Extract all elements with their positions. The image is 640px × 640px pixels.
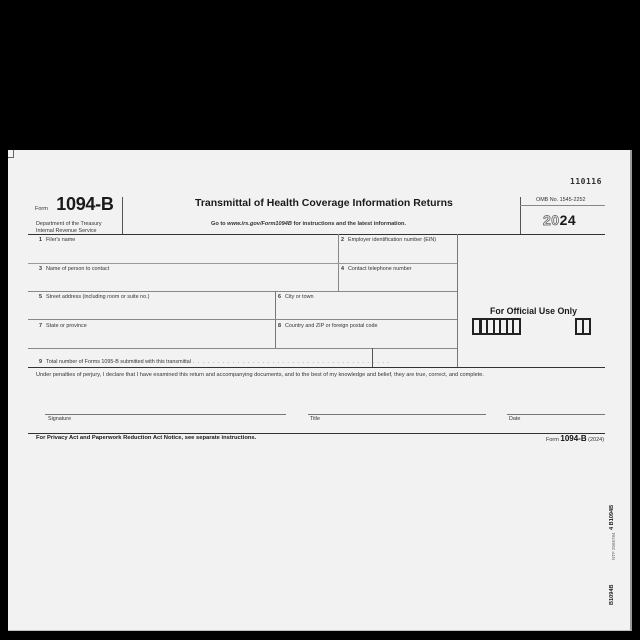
row-rule-2: [28, 291, 457, 292]
catalog-code: 110116: [570, 177, 602, 186]
field-9-label: 9 Total number of Forms 1095-B submitted with this transmittal . . . . . . . . . . . . . . . . . . . . . . . . . . . . . . . . . . . . . . . .: [39, 359, 390, 365]
contact-phone-input[interactable]: [341, 271, 456, 290]
instructions-link[interactable]: www.irs.gov/Form1094B: [227, 221, 292, 227]
department-line: Department of the Treasury: [36, 221, 102, 227]
official-cell: [512, 318, 521, 335]
corner-mark: [8, 150, 14, 158]
country-zip-input[interactable]: [277, 329, 456, 347]
date-input[interactable]: [507, 400, 605, 414]
field-6-label: 6 City or town: [278, 294, 314, 300]
total-forms-input[interactable]: [374, 349, 456, 366]
form-word: Form: [35, 206, 48, 212]
form-1094b-page: [8, 150, 632, 631]
agency: [36, 221, 102, 234]
side-code-top: 4 B1094B: [609, 504, 615, 530]
form-number: 1094-B: [56, 194, 114, 214]
official-use-label: For Official Use Only: [490, 306, 578, 316]
official-use-cells-group-2: [575, 318, 588, 335]
field-8-label: 8 Country and ZIP or foreign postal code: [278, 323, 378, 329]
grid-bottom-rule: [28, 367, 605, 368]
field-2-label: 2 Employer identification number (EIN): [341, 237, 437, 243]
street-address-input[interactable]: [29, 300, 274, 319]
official-use-cells-group-1: [472, 318, 519, 335]
ein-input[interactable]: [341, 242, 456, 262]
row-rule-1: [28, 263, 457, 264]
row-rule-3: [28, 319, 457, 320]
city-input[interactable]: [277, 300, 456, 319]
grid-right-edge: [457, 234, 458, 367]
signature-label: Signature: [48, 416, 72, 422]
header-rule: [28, 234, 605, 235]
form-title: Transmittal of Health Coverage Information Returns: [195, 197, 453, 209]
field-7-label: 7 State or province: [39, 323, 87, 329]
header-divider-right: [520, 197, 521, 234]
field-5-label: 5 Street address (including room or suite no.): [39, 294, 150, 300]
title-label: Title: [310, 416, 320, 422]
state-input[interactable]: [29, 329, 274, 347]
privacy-notice: For Privacy Act and Paperwork Reduction Act Notice, see separate instructions.: [36, 435, 257, 441]
perjury-statement: Under penalties of perjury, I declare that I have examined this return and accompanying documents, and to the best of my knowledge and belief, they are true, correct, and complete.: [36, 372, 484, 378]
form-id: [35, 194, 114, 215]
title-line: [308, 414, 486, 415]
signature-line: [45, 414, 286, 415]
footer-form-id: Form 1094-B (2024): [546, 434, 605, 443]
side-code-bottom: B1094B: [609, 584, 615, 605]
header-divider-left: [122, 197, 123, 234]
footer-rule: [28, 433, 605, 434]
date-label: Date: [509, 416, 521, 422]
filer-name-input[interactable]: [29, 242, 336, 262]
official-cell: [582, 318, 591, 335]
date-line: [507, 414, 605, 415]
field-1-label: 1 Filer's name: [39, 237, 76, 243]
omb-number: OMB No. 1545-2252: [536, 197, 586, 203]
tax-year: 2024: [543, 212, 577, 228]
field-3-label: 3 Name of person to contact: [39, 266, 110, 272]
side-code-middle: NTF 2566784: [611, 532, 616, 560]
field-4-label: 4 Contact telephone number: [341, 266, 412, 272]
title-input[interactable]: [308, 400, 486, 414]
instructions-line: Go to www.irs.gov/Form1094B for instructions and the latest information.: [211, 221, 406, 227]
signature-input[interactable]: [45, 400, 286, 414]
contact-name-input[interactable]: [29, 271, 336, 290]
irs-line: Internal Revenue Service: [36, 227, 97, 234]
omb-rule: [520, 205, 605, 206]
